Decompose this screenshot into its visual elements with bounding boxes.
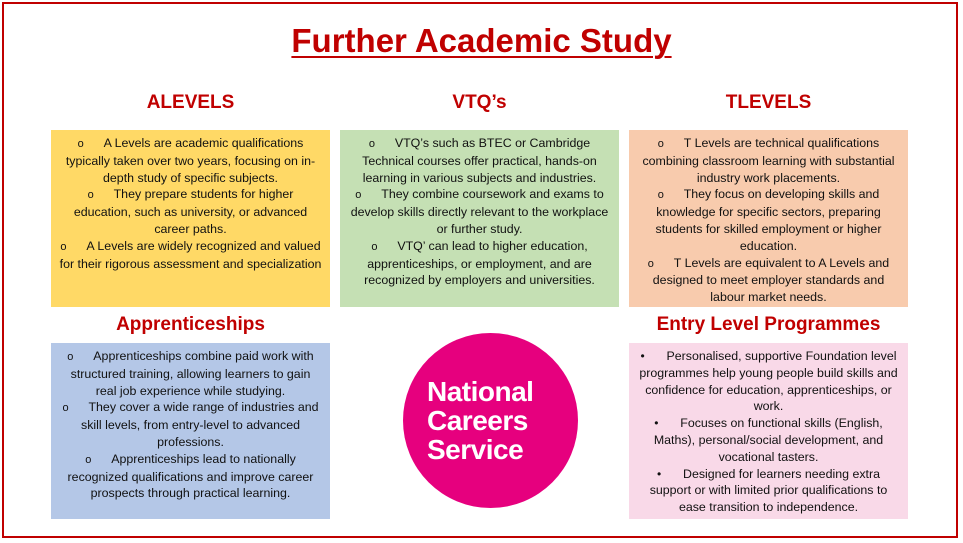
alevels-heading: ALEVELS bbox=[146, 92, 235, 113]
bullet-marker: • bbox=[640, 349, 645, 363]
bullet-marker: o bbox=[62, 402, 69, 415]
apprenticeships-heading: Apprenticeships bbox=[116, 314, 265, 335]
logo-line: Careers bbox=[427, 405, 528, 436]
entry-level-box bbox=[629, 343, 908, 519]
list-item bbox=[59, 186, 322, 237]
vtq-box bbox=[340, 130, 619, 307]
bullet-marker: o bbox=[87, 189, 94, 202]
alevels-item-1: A Levels are academic qualifications typically taken over two years, focusing on in-depth study of specific subjects. bbox=[65, 136, 316, 185]
national-careers-service-logo bbox=[403, 333, 578, 508]
page-title: Further Academic Study bbox=[291, 22, 672, 59]
bullet-marker: o bbox=[371, 240, 378, 253]
entry-level-heading: Entry Level Programmes bbox=[656, 314, 881, 335]
vtq-item-1: VTQ’s such as BTEC or Cambridge Technical courses offer practical, hands-on learning in various subjects and industries. bbox=[362, 136, 597, 185]
vtq-item-2: They combine coursework and exams to develop skills directly relevant to the workplace or further study. bbox=[350, 187, 609, 236]
bullet-marker: o bbox=[657, 138, 664, 150]
bullet-marker: o bbox=[67, 351, 74, 363]
list-item bbox=[637, 186, 900, 254]
list-item bbox=[348, 135, 611, 186]
tlevels-item-2: They focus on developing skills and knowledge for specific sectors, preparing students for skilled employment or higher education. bbox=[655, 187, 882, 253]
bullet-marker: • bbox=[657, 466, 662, 481]
list-item bbox=[348, 186, 611, 237]
entry-level-item-1: Personalised, supportive Foundation level programmes help young people build skills and confidence for education, apprenticeships, or work. bbox=[639, 349, 898, 414]
apprenticeships-item-3: Apprenticeships lead to nationally recognized qualifications and improve career prospects through practical learning. bbox=[67, 451, 314, 501]
list-item bbox=[637, 135, 900, 186]
list-item bbox=[348, 238, 611, 289]
list-item bbox=[59, 135, 322, 186]
tlevels-heading: TLEVELS bbox=[725, 92, 812, 113]
vtq-heading: VTQ’s bbox=[452, 92, 507, 113]
bullet-marker: o bbox=[77, 138, 84, 150]
apprenticeships-box bbox=[51, 343, 330, 519]
bullet-marker: o bbox=[368, 138, 375, 150]
list-item bbox=[59, 238, 322, 273]
vtq-item-3: VTQ’ can lead to higher education, apprenticeships, or employment, and are recognized by employers and universities. bbox=[364, 238, 595, 288]
logo-line: Service bbox=[427, 434, 524, 465]
bullet-marker: o bbox=[60, 240, 67, 253]
bullet-marker: o bbox=[647, 257, 654, 270]
list-item bbox=[637, 348, 900, 415]
tlevels-item-1: T Levels are technical qualifications combining classroom learning with substantial industry work placements. bbox=[642, 136, 895, 185]
tlevels-item-3: T Levels are equivalent to A Levels and designed to meet employer standards and labour market needs. bbox=[652, 255, 890, 305]
list-item bbox=[637, 255, 900, 306]
entry-level-item-2: Focuses on functional skills (English, Maths), personal/social development, and vocational tasters. bbox=[653, 416, 884, 464]
list-item bbox=[59, 348, 322, 399]
list-item bbox=[637, 466, 900, 516]
bullet-marker: o bbox=[355, 189, 362, 202]
apprenticeships-item-2: They cover a wide range of industries and skill levels, from entry-level to advanced professions. bbox=[81, 400, 319, 449]
list-item bbox=[59, 399, 322, 450]
bullet-marker: o bbox=[657, 189, 664, 202]
list-item bbox=[637, 415, 900, 465]
logo-text bbox=[427, 377, 533, 464]
tlevels-box bbox=[629, 130, 908, 307]
alevels-item-3: A Levels are widely recognized and valued for their rigorous assessment and specialization bbox=[59, 238, 322, 271]
list-item bbox=[59, 451, 322, 502]
entry-level-item-3: Designed for learners needing extra support or with limited prior qualifications to ease transition to independence. bbox=[649, 466, 888, 515]
alevels-item-2: They prepare students for higher education, such as university, or advanced career paths. bbox=[73, 187, 308, 236]
bullet-marker: o bbox=[85, 453, 92, 466]
alevels-box bbox=[51, 130, 330, 307]
logo-line: National bbox=[427, 376, 534, 407]
bullet-marker: • bbox=[654, 416, 659, 431]
apprenticeships-item-1: Apprenticeships combine paid work with structured training, allowing learners to gain real job experience while studying. bbox=[70, 349, 314, 398]
